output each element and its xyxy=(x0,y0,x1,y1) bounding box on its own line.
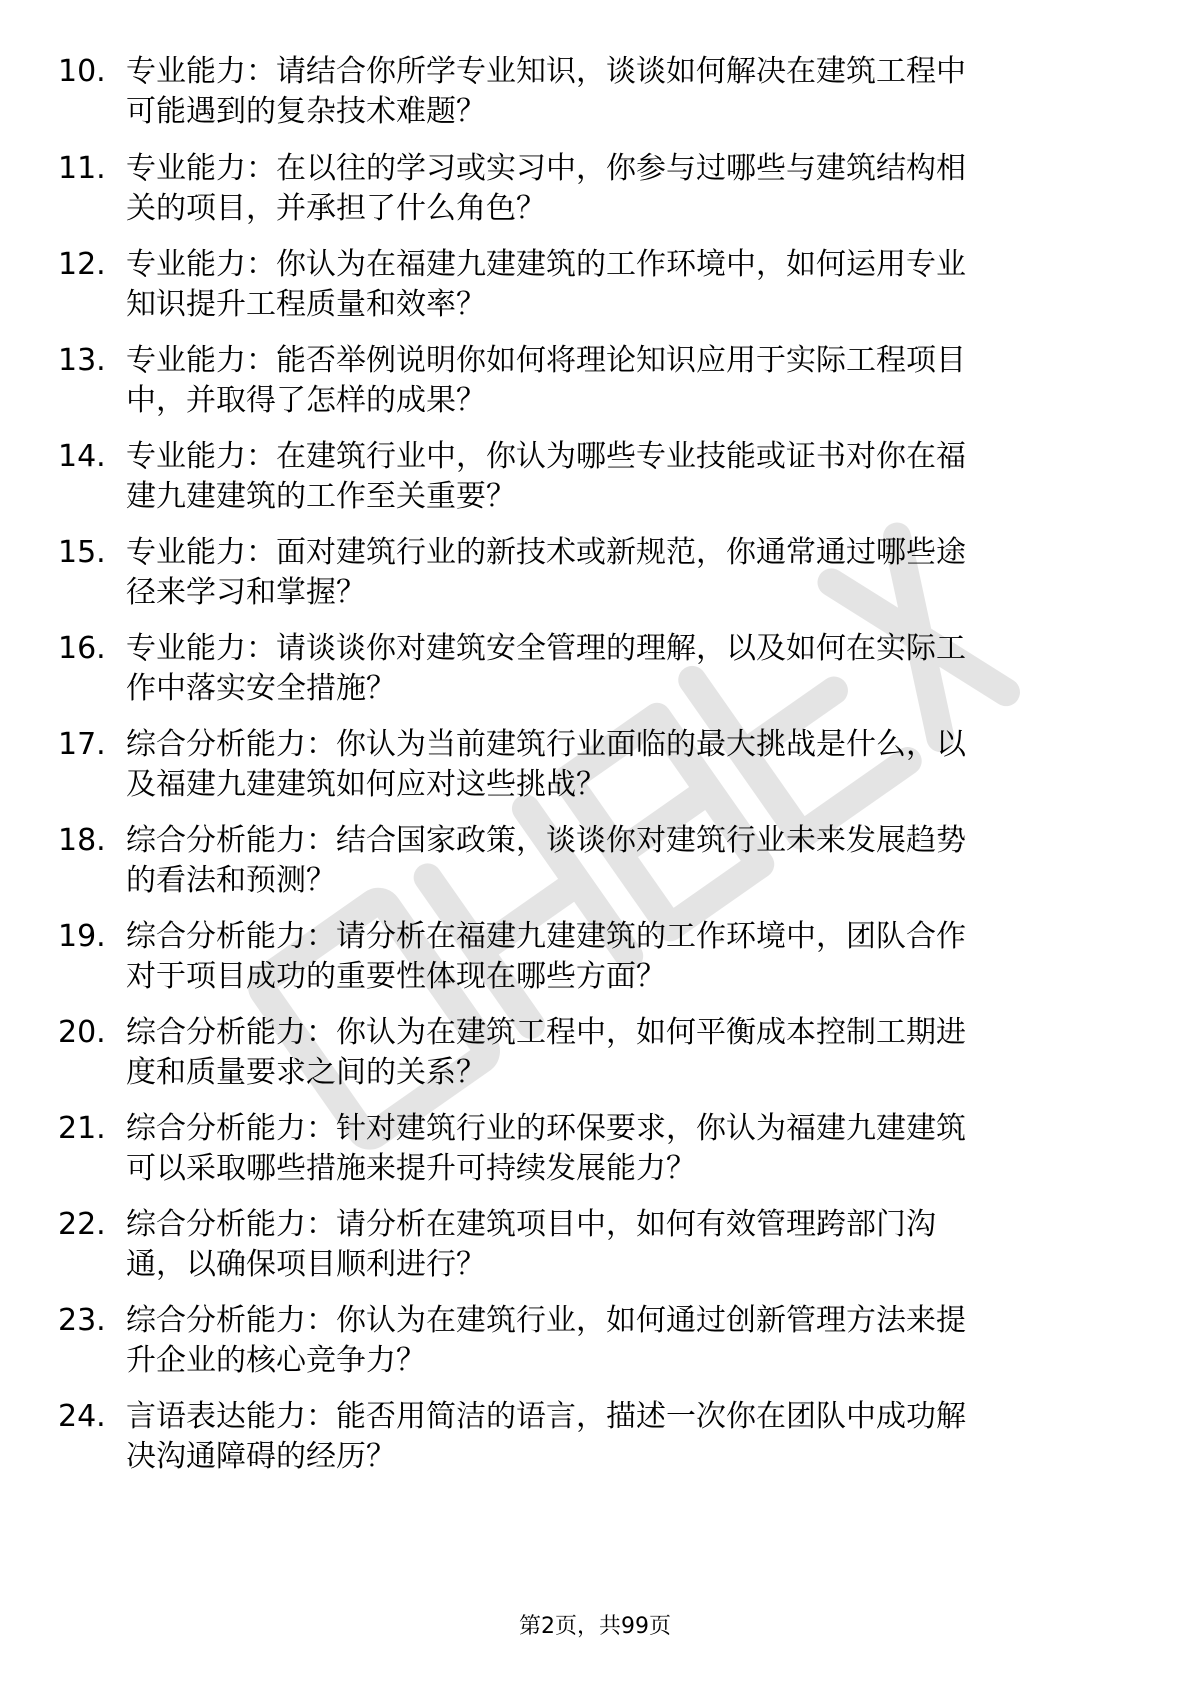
question-number: 14. xyxy=(58,439,106,474)
question-text: 专业能力：请谈谈你对建筑安全管理的理解，以及如何在实际工 作中落实安全措施？ xyxy=(126,631,966,706)
question-text: 专业能力：请结合你所学专业知识，谈谈如何解决在建筑工程中 可能遇到的复杂技术难题？ xyxy=(126,54,966,129)
question-number: 15. xyxy=(58,535,106,570)
question-item xyxy=(0,149,1190,249)
question-text: 综合分析能力：结合国家政策，谈谈你对建筑行业未来发展趋势 的看法和预测？ xyxy=(126,823,966,898)
question-item xyxy=(0,917,1190,1017)
question-number: 11. xyxy=(58,151,106,186)
question-number: 22. xyxy=(58,1207,106,1242)
question-number: 23. xyxy=(58,1303,106,1338)
question-item xyxy=(0,533,1190,633)
question-text: 专业能力：你认为在福建九建建筑的工作环境中，如何运用专业 知识提升工程质量和效率？ xyxy=(126,247,966,322)
question-item xyxy=(0,1109,1190,1209)
question-text: 综合分析能力：针对建筑行业的环保要求，你认为福建九建建筑 可以采取哪些措施来提升可持续发展能力？ xyxy=(126,1111,966,1186)
question-text: 综合分析能力：请分析在建筑项目中，如何有效管理跨部门沟 通，以确保项目顺利进行？ xyxy=(126,1207,936,1282)
question-number: 20. xyxy=(58,1015,106,1050)
question-number: 10. xyxy=(58,54,106,89)
question-number: 13. xyxy=(58,343,106,378)
question-text: 综合分析能力：你认为当前建筑行业面临的最大挑战是什么，以 及福建九建建筑如何应对这些挑战？ xyxy=(126,727,966,802)
question-text: 专业能力：能否举例说明你如何将理论知识应用于实际工程项目 中，并取得了怎样的成果？ xyxy=(126,343,966,418)
question-text: 言语表达能力：能否用简洁的语言，描述一次你在团队中成功解 决沟通障碍的经历？ xyxy=(126,1399,966,1474)
question-item xyxy=(0,725,1190,825)
question-item xyxy=(0,341,1190,441)
question-number: 21. xyxy=(58,1111,106,1146)
question-text: 专业能力：在以往的学习或实习中，你参与过哪些与建筑结构相 关的项目，并承担了什么角色？ xyxy=(126,151,966,226)
question-item xyxy=(0,1301,1190,1401)
question-item xyxy=(0,629,1190,729)
question-number: 17. xyxy=(58,727,106,762)
question-item xyxy=(0,52,1190,152)
question-item xyxy=(0,437,1190,537)
question-text: 综合分析能力：请分析在福建九建建筑的工作环境中，团队合作 对于项目成功的重要性体现在哪些方面？ xyxy=(126,919,966,994)
question-number: 24. xyxy=(58,1399,106,1434)
question-number: 19. xyxy=(58,919,106,954)
question-number: 16. xyxy=(58,631,106,666)
question-number: 18. xyxy=(58,823,106,858)
question-number: 12. xyxy=(58,247,106,282)
question-item xyxy=(0,1013,1190,1113)
question-text: 专业能力：面对建筑行业的新技术或新规范，你通常通过哪些途 径来学习和掌握？ xyxy=(126,535,966,610)
question-text: 综合分析能力：你认为在建筑工程中，如何平衡成本控制工期进 度和质量要求之间的关系？ xyxy=(126,1015,966,1090)
question-text: 专业能力：在建筑行业中，你认为哪些专业技能或证书对你在福 建九建建筑的工作至关重要？ xyxy=(126,439,966,514)
question-item xyxy=(0,1397,1190,1497)
question-text: 综合分析能力：你认为在建筑行业，如何通过创新管理方法来提 升企业的核心竞争力？ xyxy=(126,1303,966,1378)
page-footer: 第2页，共99页 xyxy=(519,1614,671,1639)
question-item xyxy=(0,821,1190,921)
question-item xyxy=(0,245,1190,345)
question-item xyxy=(0,1205,1190,1305)
